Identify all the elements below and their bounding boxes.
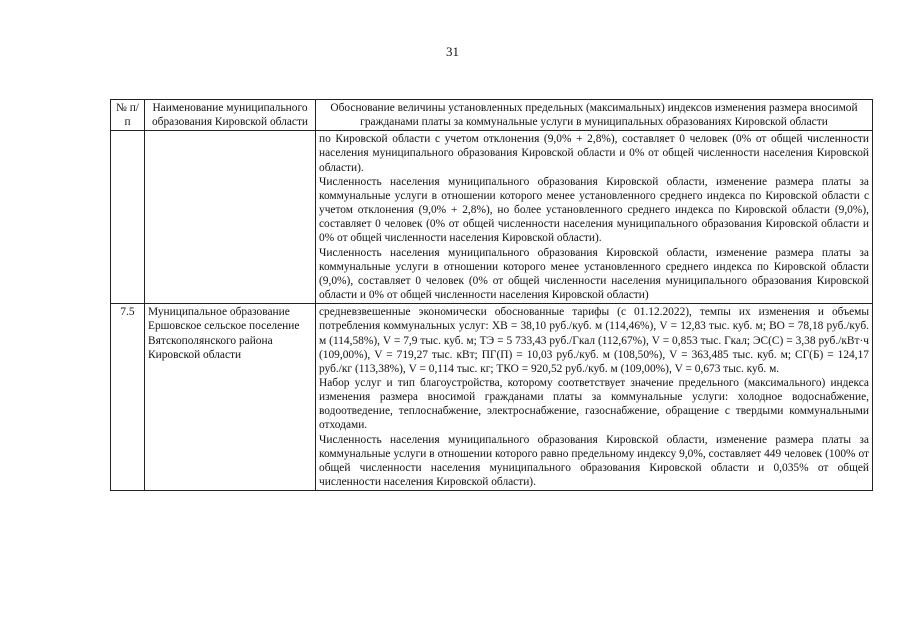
row-basis-text [316,304,873,491]
tariff-index-table [110,99,873,491]
table-row [111,131,873,304]
basis-paragraph: Набор услуг и тип благоустройства, которому соответствует значение предельного (максимального) индекса изменения размера вносимой гражданами платы за коммунальные услуги: холодное водоснабжение, водоотведение, теплоснабжение, электроснабжение, газоснабжение, обращение с твердыми коммунальными отходами. [319,376,869,432]
row-municipality-name [145,131,316,304]
row-municipality-name: Муниципальное образование Ершовское сельское поселение Вятскополянского района Кировской области [145,304,316,491]
header-index-basis: Обоснование величины установленных предельных (максимальных) индексов изменения размера вносимой гражданами платы за коммунальные услуги в муниципальных образованиях Кировской области [316,100,873,131]
row-number: 7.5 [111,304,145,491]
basis-paragraph: Численность населения муниципального образования Кировской области, изменение размера платы за коммунальные услуги в отношении которого менее установленного среднего индекса по Кировской области с учетом отклонения (9,0% + 2,8%), но более установленного среднего индекса по Кировской области (9,0%), составляет 0 человек (0% от общей численности населения муниципального образования Кировской области и 0% от общей численности населения Кировской области). [319,175,869,245]
basis-paragraph: Численность населения муниципального образования Кировской области, изменение размера платы за коммунальные услуги в отношении которого равно предельному индексу 9,0%, составляет 449 человек (100% от общей численности населения муниципального образования Кировской области и 0,035% от общей численности населения Кировской области). [319,433,869,489]
header-municipality-name: Наименование муниципального образования Кировской области [145,100,316,131]
header-number: № п/п [111,100,145,131]
page-number: 31 [446,44,459,59]
basis-paragraph: Численность населения муниципального образования Кировской области, изменение размера платы за коммунальные услуги в отношении которого менее установленного среднего индекса по Кировской области (9,0%), составляет 0 человек (0% от общей численности населения муниципального образования Кировской области и 0% от общей численности населения Кировской области) [319,246,869,302]
basis-paragraph: по Кировской области с учетом отклонения (9,0% + 2,8%), составляет 0 человек (0% от общей численности населения муниципального образования Кировской области и 0% от общей численности населения Кировской области). [319,133,869,174]
table-header-row [111,100,873,131]
row-basis-text [316,131,873,304]
row-number [111,131,145,304]
basis-paragraph: средневзвешенные экономически обоснованные тарифы (с 01.12.2022), темпы их изменения и объемы потребления коммунальных услуг: ХВ = 38,10 руб./куб. м (114,46%), V = 12,83 тыс. куб. м; ВО = 78,18 руб./куб. м (114,58%), V = 7,9 тыс. куб. м; ТЭ = 5 733,43 руб./Гкал (112,67%), V = 0,853 тыс. Гкал; ЭС(С) = 3,38 руб./кВт·ч (109,00%), V = 719,27 тыс. кВт; ПГ(П) = 10,03 руб./куб. м (108,50%), V = 363,485 тыс. куб. м; СГ(Б) = 124,17 руб./кг (113,38%), V = 0,114 тыс. кг; ТКО = 920,52 руб./куб. м (109,00%), V = 0,673 тыс. куб. м. [319,306,869,375]
table-row [111,304,873,491]
